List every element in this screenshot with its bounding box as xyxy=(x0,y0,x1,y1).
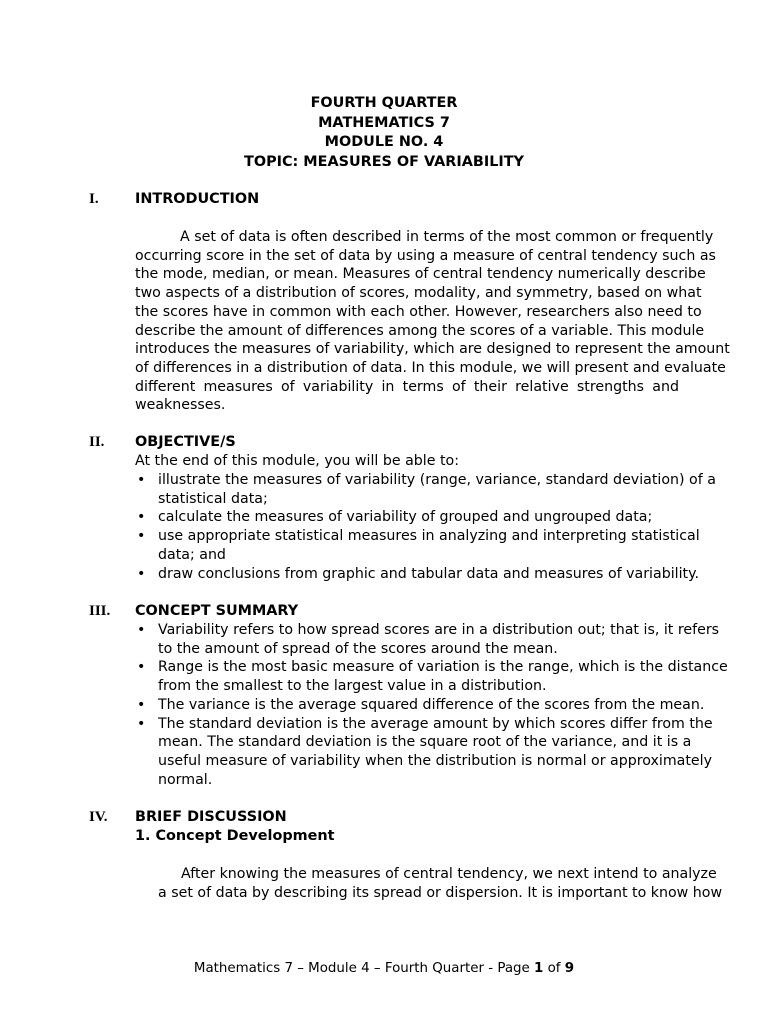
bullet-line: from the smallest to the largest value in a distribution. xyxy=(158,678,547,695)
bullet-item xyxy=(135,527,700,564)
bullet-line: statistical data; xyxy=(158,490,268,507)
footer-total-pages: 9 xyxy=(564,961,575,976)
bullet-item xyxy=(135,658,728,695)
bullet-item xyxy=(135,471,716,508)
section-summary-number: III. xyxy=(89,603,111,619)
page-footer xyxy=(0,960,768,979)
section-intro-title: INTRODUCTION xyxy=(135,191,260,207)
bullet-line: use appropriate statistical measures in analyzing and interpreting statistical xyxy=(158,528,700,545)
section-objectives-number: II. xyxy=(89,434,105,450)
bullet-item xyxy=(135,508,679,527)
bullet-icon: • xyxy=(137,715,146,732)
paragraph-line: different measures of variability in terms of their relative strengths and xyxy=(135,378,679,395)
paragraph-line: A set of data is often described in terms of the most common or frequently xyxy=(180,229,714,245)
bullet-icon: • xyxy=(137,622,146,638)
bullet-icon: • xyxy=(137,659,146,676)
paragraph-line: describe the amount of differences among the scores of a variable. This module xyxy=(135,322,705,339)
header-quarter: FOURTH QUARTER xyxy=(310,95,458,111)
paragraph-line: introduces the measures of variability, which are designed to represent the amount xyxy=(135,341,730,358)
bullet-line: illustrate the measures of variability (range, variance, standard deviation) of a xyxy=(158,472,716,488)
concept-development-title: 1. Concept Development xyxy=(135,828,335,844)
paragraph-line: a set of data by describing its spread or dispersion. It is important to know how xyxy=(158,884,723,901)
bullet-line: draw conclusions from graphic and tabular data and measures of variability. xyxy=(158,565,699,582)
discussion-paragraph xyxy=(158,865,723,902)
bullet-icon: • xyxy=(137,565,146,582)
section-discussion-number: IV. xyxy=(89,809,108,825)
bullet-item xyxy=(135,565,699,584)
paragraph-line: the mode, median, or mean. Measures of central tendency numerically describe xyxy=(135,266,706,283)
header-module: MODULE NO. 4 xyxy=(324,134,444,150)
paragraph-line: weaknesses. xyxy=(135,397,226,414)
bullet-icon: • xyxy=(137,509,146,526)
bullet-line: to the amount of spread of the scores around the mean. xyxy=(158,640,558,657)
bullet-line: Range is the most basic measure of variation is the range, which is the distance xyxy=(158,659,728,676)
paragraph-line: the scores have in common with each other. However, researchers also need to xyxy=(135,303,702,320)
bullet-line: Variability refers to how spread scores are in a distribution out; that is, it refers xyxy=(158,622,720,638)
bullet-icon: • xyxy=(137,696,146,713)
paragraph-line: of differences in a distribution of data. In this module, we will present and evaluate xyxy=(135,359,726,376)
bullet-item xyxy=(135,621,720,658)
bullet-item xyxy=(135,715,713,790)
bullet-item xyxy=(135,696,705,715)
bullet-icon: • xyxy=(137,472,146,488)
header-topic: TOPIC: MEASURES OF VARIABILITY xyxy=(244,153,524,170)
bullet-icon: • xyxy=(137,528,146,545)
bullet-line: mean. The standard deviation is the square root of the variance, and it is a xyxy=(158,734,692,751)
objectives-lead: At the end of this module, you will be able to: xyxy=(135,453,459,469)
footer-page-number: 1 xyxy=(534,961,544,976)
bullet-line: normal. xyxy=(158,771,213,788)
section-summary-title: CONCEPT SUMMARY xyxy=(135,603,299,619)
document-header xyxy=(0,94,768,172)
section-objectives-title: OBJECTIVE/S xyxy=(135,434,236,450)
bullet-line: data; and xyxy=(158,546,226,563)
footer-of: of xyxy=(543,961,565,976)
intro-paragraph xyxy=(135,228,730,415)
bullet-line: The variance is the average squared difference of the scores from the mean. xyxy=(158,696,705,713)
bullet-line: calculate the measures of variability of grouped and ungrouped data; xyxy=(158,509,653,526)
header-subject: MATHEMATICS 7 xyxy=(318,114,450,131)
section-discussion-title: BRIEF DISCUSSION xyxy=(135,809,287,825)
section-intro-number: I. xyxy=(89,191,99,207)
objectives-list xyxy=(135,471,716,583)
paragraph-line: After knowing the measures of central tendency, we next intend to analyze xyxy=(181,866,717,882)
paragraph-line: two aspects of a distribution of scores, modality, and symmetry, based on what xyxy=(135,285,702,302)
footer-text: Mathematics 7 – Module 4 – Fourth Quarter - Page xyxy=(193,961,535,976)
paragraph-line: occurring score in the set of data by using a measure of central tendency such as xyxy=(135,247,716,264)
bullet-line: useful measure of variability when the distribution is normal or approximately xyxy=(158,752,712,769)
bullet-line: The standard deviation is the average amount by which scores differ from the xyxy=(158,715,713,732)
summary-list xyxy=(135,621,728,789)
